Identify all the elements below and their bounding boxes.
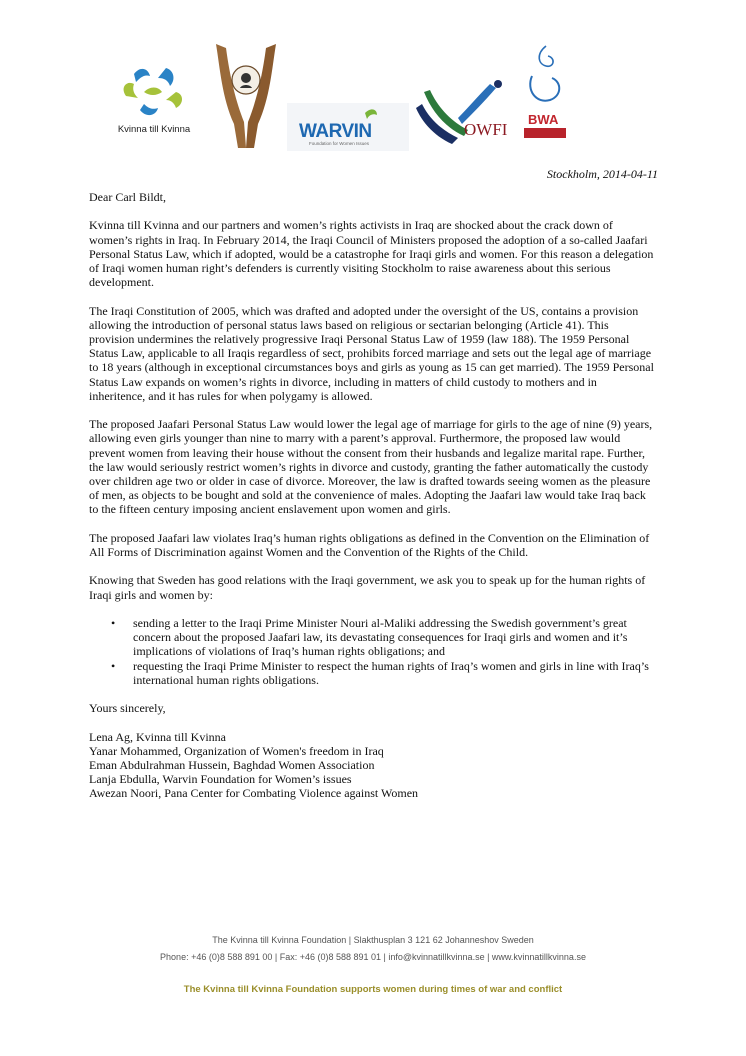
paragraph-3: The proposed Jaafari Personal Status Law would lower the legal age of marriage for girls to the age of nine (9) years, allowing even girls younger than nine to marry with a parent’s approval. Furthermore, the proposed law would prevent women from leaving their house without the consent from their husbands and legalize marital rape. Further, the law would seriously restrict women’s rights in divorce and custody, granting the father automatically the custody over children age two or older in case of divorce. Moreover, the law is drafted towards seeing women as the pleasure of men, as objects to be bought and sold at the convenience of males. Adopting the Jaafari law would take Iraq back to the fifteen century imposing ancient enslavement upon women and girls.: [89, 417, 653, 517]
salutation: Dear Carl Bildt,: [89, 190, 166, 204]
closing: Yours sincerely,: [89, 701, 166, 716]
ktk-hands-icon: [104, 62, 204, 122]
footer-contact: Phone: +46 (0)8 588 891 00 | Fax: +46 (0)8 588 891 01 | info@kvinnatillkvinna.se | www.kvinnatillkvinna.se: [160, 952, 586, 962]
request-item: • requesting the Iraqi Prime Minister to respect the human rights of Iraq’s women and girls in line with Iraq’s international human rights obligations.: [89, 659, 655, 687]
logo-strip: [0, 0, 746, 160]
letter-body: [89, 190, 655, 801]
signatory: Awezan Noori, Pana Center for Combating Violence against Women: [89, 786, 419, 801]
signatory: Lanja Ebdulla, Warvin Foundation for Women’s issues: [89, 772, 352, 787]
warvin-logo: [287, 103, 409, 151]
cupped-hands-icon: [206, 38, 286, 150]
paragraph-4: The proposed Jaafari law violates Iraq’s human rights obligations as defined in the Convention on the Elimination of All Forms of Discrimination against Women and the Convention of the Rights of the Child.: [89, 530, 650, 560]
request-list: [89, 616, 655, 687]
paragraph-5: Knowing that Sweden has good relations with the Iraqi government, we ask you to speak up for the human rights of Iraqi girls and women by:: [89, 573, 646, 602]
bwa-logo: [518, 42, 572, 146]
paragraph-2: The Iraqi Constitution of 2005, which was drafted and adopted under the oversight of the US, contains a provision allowing the introduction of personal status laws based on religious or sectarian belonging (Article 41). This provision undermines the relatively progressive Iraqi Personal Status Law of 1959 (law 188). The 1959 Personal Status Law, applicable to all Iraqis regardless of sect, prohibits forced marriage and sets out the legal age of marriage to 18 years (although in exceptional circumstances boys and girls as young as 15 can get married). The 1959 Personal Status Law expands on women’s rights in divorce, including in matters of child custody to mothers and in inheritence, and it has rules for when polygamy is allowed.: [89, 303, 654, 403]
kvinna-till-kvinna-logo: [104, 62, 204, 142]
warvin-logo-text: WARVIN: [299, 121, 372, 142]
owfi-logo: [412, 78, 512, 150]
ktk-logo-name: Kvinna till Kvinna: [117, 124, 191, 135]
bwa-logo-text: BWA: [528, 112, 559, 127]
bwa-swirl-icon: [518, 42, 572, 146]
signatory: Yanar Mohammed, Organization of Women's freedom in Iraq: [89, 743, 384, 758]
warvin-logo-subtitle: Foundation for Women Issues: [309, 141, 369, 146]
signatory: Lena Ag, Kvinna till Kvinna: [89, 729, 226, 744]
hands-logo: [206, 38, 286, 150]
signatory: Eman Abdulrahman Hussein, Baghdad Women Association: [89, 758, 375, 772]
paragraph-1: Kvinna till Kvinna and our partners and women’s rights activists in Iraq are shocked about the crack down of women’s rights in Iraq. In February 2014, the Iraqi Council of Ministers proposed the adoption of a so-called Jaafari Personal Status Law, which if adopted, would be a catastrophe for Iraqi girls and women. For this reason a delegation of Iraqi women human right’s defenders is currently visiting Stockholm to raise awareness about this serious development.: [89, 218, 654, 290]
request-item: • sending a letter to the Iraqi Prime Minister Nouri al-Maliki addressing the Swedish government’s great concern about the proposed Jaafari law, its devastating consequences for Iraqi girls and women and it’s implications of violations of Iraq’s human rights obligations; and: [89, 616, 655, 659]
footer-address: The Kvinna till Kvinna Foundation | Slakthusplan 3 121 62 Johanneshov Sweden: [212, 935, 534, 945]
letter-date: Stockholm, 2014-04-11: [546, 167, 658, 181]
owfi-logo-text: OWFI: [464, 120, 508, 139]
signatory-list: [89, 730, 655, 801]
footer-motto: The Kvinna till Kvinna Foundation supports women during times of war and conflict: [183, 984, 563, 995]
